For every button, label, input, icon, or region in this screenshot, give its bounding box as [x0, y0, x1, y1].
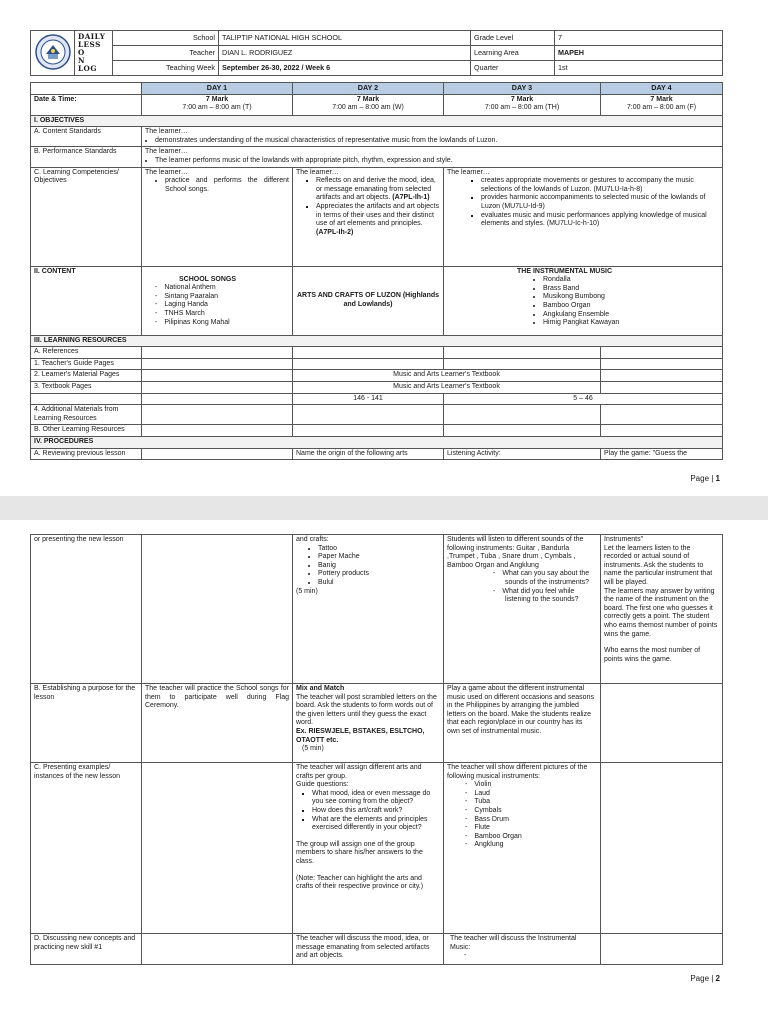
guide-question: ▪ How does this art/craft work?: [312, 807, 440, 816]
procedure-a-label-continued: or presenting the new lesson: [31, 535, 142, 684]
empty-dash-item: -: [464, 952, 467, 960]
content-section-heading: II. CONTENT: [31, 266, 142, 335]
instrument-picture-item: - Bass Drum: [477, 816, 597, 825]
content-standards-row: [31, 127, 723, 147]
day-2-competency: [316, 177, 440, 203]
group-sharing-text: The group will assign one of the group members to share his/her answers to the class.: [296, 840, 423, 865]
craft-item: • Banig: [318, 562, 440, 571]
textbook-pages-label: 3. Textbook Pages: [31, 381, 142, 393]
learners-material-label: 2. Learner's Material Pages: [31, 370, 142, 382]
day-3-header: DAY 3: [444, 83, 601, 95]
day-2-competencies-intro: The learner…: [296, 168, 339, 176]
header-table: [30, 30, 723, 76]
listening-activity-text: Students will listen to different sounds of the following instruments: Guitar , Bandurla ,Trumpet , Tuba , Snare drum , Cymbals , Bamboo Organ and Angklung: [447, 536, 584, 569]
game-instructions: Let the learners listen to the recorded or actual sound of instruments. Ask the students to name the particular instrument that will be played.: [604, 544, 713, 586]
learning-area-label: Learning Area: [471, 46, 555, 61]
additional-materials-label: 4. Additional Materials from Learning Resources: [31, 405, 142, 425]
competency-code: (A7PL-Ih-2): [316, 228, 354, 236]
day-2-time: 7:00 am – 8:00 am (W): [332, 104, 404, 112]
instrument-picture-item: - Cymbals: [477, 807, 597, 816]
textbook-pages-value: Music and Arts Learner's Textbook: [293, 381, 601, 393]
content-standards-text: [142, 127, 723, 147]
school-value: TALIPTIP NATIONAL HIGH SCHOOL: [219, 31, 471, 46]
instrument-item: • Rondalla: [543, 276, 719, 285]
competencies-row: [31, 167, 723, 266]
day-3-section: 7 Mark: [510, 95, 534, 103]
instrument-picture-item: - Laud: [477, 790, 597, 799]
day-1-content: [142, 266, 293, 335]
guide-question: ▪ What mood, idea or even message do you see coming from the object?: [312, 790, 440, 807]
instrumental-music-title: THE INSTRUMENTAL MUSIC: [517, 267, 613, 275]
procedure-c-day-2: [293, 763, 444, 934]
day-header-row: [31, 83, 723, 95]
game-rules: The learners may answer by writing the name of the instrument on the board. The first one who guesses it correctly gets a point. The student who earns themost number of points wins the game.: [604, 587, 718, 638]
teachers-guide-label: 1. Teacher's Guide Pages: [31, 358, 142, 370]
activity-duration: (5 min): [296, 587, 318, 595]
daily-lesson-log-title: [75, 31, 113, 76]
document-page-1: [0, 0, 768, 496]
procedures-heading: IV. PROCEDURES: [31, 436, 723, 448]
day-3-schedule: [444, 94, 601, 115]
procedure-b-day-1: The teacher will practice the School songs for them to participate well during Flag Ceremony.: [142, 684, 293, 763]
learning-area-value: MAPEH: [555, 46, 723, 61]
instrument-picture-item: - Tuba: [477, 798, 597, 807]
craft-item: • Bulul: [318, 579, 440, 588]
mix-and-match-text: The teacher will post scrambled letters on the board. Ask the students to form words out of the given letters until they guess the exact word.: [296, 693, 437, 727]
instrument-picture-item: - Bamboo Organ: [477, 833, 597, 842]
craft-item: • Paper Mache: [318, 553, 440, 562]
quarter-value: 1st: [555, 61, 723, 76]
procedure-a-day-4: Play the game: "Guess the: [601, 448, 723, 460]
guide-question: ▪ What are the elements and principles exercised differently in your object?: [312, 816, 440, 833]
procedure-b-label: B. Establishing a purpose for the lesson: [31, 684, 142, 763]
grade-level-label: Grade Level: [471, 31, 555, 46]
procedure-d-day-3: [444, 934, 601, 965]
school-label: School: [113, 31, 219, 46]
blank-header-cell: [31, 83, 142, 95]
instrument-item: • Angkulang Ensemble: [543, 311, 719, 320]
school-seal-icon: [35, 34, 71, 70]
day-2-competency-text: Reflects on and derive the mood, idea, or message emanating from selected artifacts and art objects.: [316, 177, 436, 202]
mix-and-match-title: Mix and Match: [296, 685, 345, 692]
day-1-time: 7:00 am – 8:00 am (T): [182, 104, 252, 112]
teacher-value: DIAN L. RODRIGUEZ: [219, 46, 471, 61]
document-page-2: [0, 520, 768, 1024]
quarter-label: Quarter: [471, 61, 555, 76]
procedure-a-day-4-continued: [601, 535, 723, 684]
procedure-b-day-2: [293, 684, 444, 763]
teaching-week-value: September 26-30, 2022 / Week 6: [219, 61, 471, 76]
day-1-competencies: [142, 167, 293, 266]
other-resources-label: B. Other Learning Resources: [31, 425, 142, 437]
song-item: - Pilipinas Kong Mahal: [167, 319, 289, 328]
competencies-label: C. Learning Competencies/ Objectives: [31, 167, 142, 266]
day-3-competency: ▪ evaluates music and music performances applying knowledge of musical elements and styles. (MU7LU-Ic-h-10): [481, 212, 719, 229]
guide-questions-label: Guide questions:: [296, 781, 349, 789]
day-2-competency-text: Appreciates the artifacts and art objects in terms of their uses and their distinct use of art elements and principles.: [316, 202, 439, 228]
teacher-label: Teacher: [113, 46, 219, 61]
day-1-header: DAY 1: [142, 83, 293, 95]
day-3-competency: ▪ creates appropriate movements or gestures to accompany the music selections of the lowlands of Luzon. (MU7LU-Ia-h-8): [481, 177, 719, 194]
day-4-header: DAY 4: [601, 83, 723, 95]
content-standards-bullet: • demonstrates understanding of the musical characteristics of representative music from the lowlands of Luzon.: [155, 137, 719, 146]
day-2-header: DAY 2: [293, 83, 444, 95]
page-gap: [0, 496, 768, 520]
day-4-time: 7:00 am – 8:00 am (F): [626, 104, 697, 112]
day-3-competencies: [444, 167, 723, 266]
learning-resources-heading: III. LEARNING RESOURCES: [31, 335, 723, 347]
grade-level-value: 7: [555, 31, 723, 46]
craft-item: • Pottery products: [318, 570, 440, 579]
content-standards-label: A. Content Standards: [31, 127, 142, 147]
procedure-a-day-2-continued: [293, 535, 444, 684]
date-time-label: Date & Time:: [31, 94, 142, 115]
procedure-d-label: D. Discussing new concepts and practicing new skill #1: [31, 934, 142, 965]
procedure-d-row: [31, 934, 723, 965]
instrument-picture-item: - Angklung: [477, 841, 597, 850]
song-item: - Sintang Paaralan: [167, 293, 289, 302]
learners-material-value: Music and Arts Learner's Textbook: [293, 370, 601, 382]
instrument-item: • Bamboo Organ: [543, 302, 719, 311]
school-logo-cell: [31, 31, 75, 76]
content-standards-intro: The learner…: [145, 128, 188, 136]
page-number-1: [690, 474, 720, 483]
day-1-schedule: [142, 94, 293, 115]
title-line: LESS O: [78, 40, 101, 57]
teacher-note: (Note: Teacher can highlight the arts and crafts of their respective province or city.): [296, 874, 424, 891]
song-item: - Laging Handa: [167, 301, 289, 310]
day-2-competencies: [293, 167, 444, 266]
day-2-content: ARTS AND CRAFTS OF LUZON (Highlands and Lowlands): [293, 266, 444, 335]
day-3-pages: 5 – 46: [444, 393, 723, 405]
procedure-a-day-3: Listening Activity:: [444, 448, 601, 460]
procedure-a-day-3-continued: [444, 535, 601, 684]
performance-standards-label: B. Performance Standards: [31, 147, 142, 167]
references-label: A. References: [31, 347, 142, 359]
teaching-week-label: Teaching Week: [113, 61, 219, 76]
group-assignment-text: The teacher will assign different arts and crafts per group.: [296, 764, 422, 780]
day-4-section: 7 Mark: [650, 95, 673, 103]
arts-crafts-intro: and crafts:: [296, 536, 329, 543]
day-3-competency: ▪ provides harmonic accompaniments to selected music of the lowlands of Luzon (MU7LU-Id-9): [481, 194, 719, 211]
instrument-item: • Musikong Bumbong: [543, 293, 719, 302]
song-item: - National Anthem: [167, 284, 289, 293]
day-2-competency: [316, 203, 440, 237]
performance-standards-row: [31, 147, 723, 167]
page-number-2: [690, 974, 720, 983]
day-1-competency: • practice and performs the different School songs.: [165, 177, 289, 194]
page-label: Page |: [690, 474, 714, 483]
lesson-log-table-continued: [30, 534, 723, 965]
instrument-picture-item: - Violin: [477, 781, 597, 790]
competency-code: (A7PL-Ih-1): [392, 194, 430, 202]
title-line: DAILY: [78, 32, 106, 41]
game-title: Instruments": [604, 536, 644, 543]
procedure-d-day-2: The teacher will discuss the mood, idea, or message emanating from selected artifacts and art objects.: [293, 934, 444, 965]
content-row: [31, 266, 723, 335]
instrument-item: • Himig Pangkat Kawayan: [543, 319, 719, 328]
day-3-content: [444, 266, 723, 335]
performance-standards-text: [142, 147, 723, 167]
page-number-value: 2: [715, 974, 720, 983]
mix-and-match-example: Ex. RIESWJELE, BSTAKES, ESLTCHO, OTAOTT etc.: [296, 727, 425, 744]
day-2-schedule: [293, 94, 444, 115]
date-time-row: [31, 94, 723, 115]
instrument-picture-item: - Flute: [477, 824, 597, 833]
song-item: - TNHS March: [167, 310, 289, 319]
craft-item: • Tattoo: [318, 545, 440, 554]
day-1-competencies-intro: The learner…: [145, 168, 188, 176]
day-1-section: 7 Mark: [205, 95, 229, 103]
listening-question: - What can you say about the sounds of the instruments?: [505, 570, 597, 587]
page-number-value: 1: [715, 474, 720, 483]
day-4-schedule: [601, 94, 723, 115]
pictures-intro: The teacher will show different pictures of the following musical instruments:: [447, 764, 588, 780]
procedure-a-day-2: Name the origin of the following arts: [293, 448, 444, 460]
procedure-c-label: C. Presenting examples/ instances of the new lesson: [31, 763, 142, 934]
performance-standards-intro: The learner…: [145, 148, 188, 156]
game-winner: Who earns the most number of points wins the game.: [604, 647, 701, 663]
day-2-pages: 146 - 141: [293, 393, 444, 405]
procedure-a-label: A. Reviewing previous lesson: [31, 448, 142, 460]
procedure-a-continued-row: [31, 535, 723, 684]
objectives-section-heading: I. OBJECTIVES: [31, 115, 723, 127]
school-songs-title: SCHOOL SONGS: [179, 275, 237, 283]
title-line: LOG: [78, 64, 97, 73]
day-2-section: 7 Mark: [356, 95, 380, 103]
day-3-time: 7:00 am – 8:00 am (TH): [484, 104, 560, 112]
activity-duration: (5 min): [302, 745, 324, 753]
procedure-b-day-3: Play a game about the different instrumental music used on different occasions and seasons in the Philippines by arranging the jumbled letters on the board. Make the students realize that each region/place in our country has its own set of instrumental music.: [444, 684, 601, 763]
procedure-a-row: [31, 448, 723, 460]
procedure-b-row: [31, 684, 723, 763]
lesson-log-table: [30, 82, 723, 460]
title-line: N: [78, 56, 86, 65]
performance-standards-bullet: • The learner performs music of the lowlands with appropriate pitch, rhythm, expression and style.: [155, 157, 719, 166]
instrument-item: • Brass Band: [543, 285, 719, 294]
day-3-competencies-intro: The learner…: [447, 168, 490, 176]
listening-question: - What did you feel while listening to the sounds?: [505, 588, 597, 605]
procedure-c-day-3: [444, 763, 601, 934]
procedure-c-row: [31, 763, 723, 934]
page-label: Page |: [690, 974, 714, 983]
instrumental-music-discussion: The teacher will discuss the Instrumental Music:: [450, 935, 577, 951]
